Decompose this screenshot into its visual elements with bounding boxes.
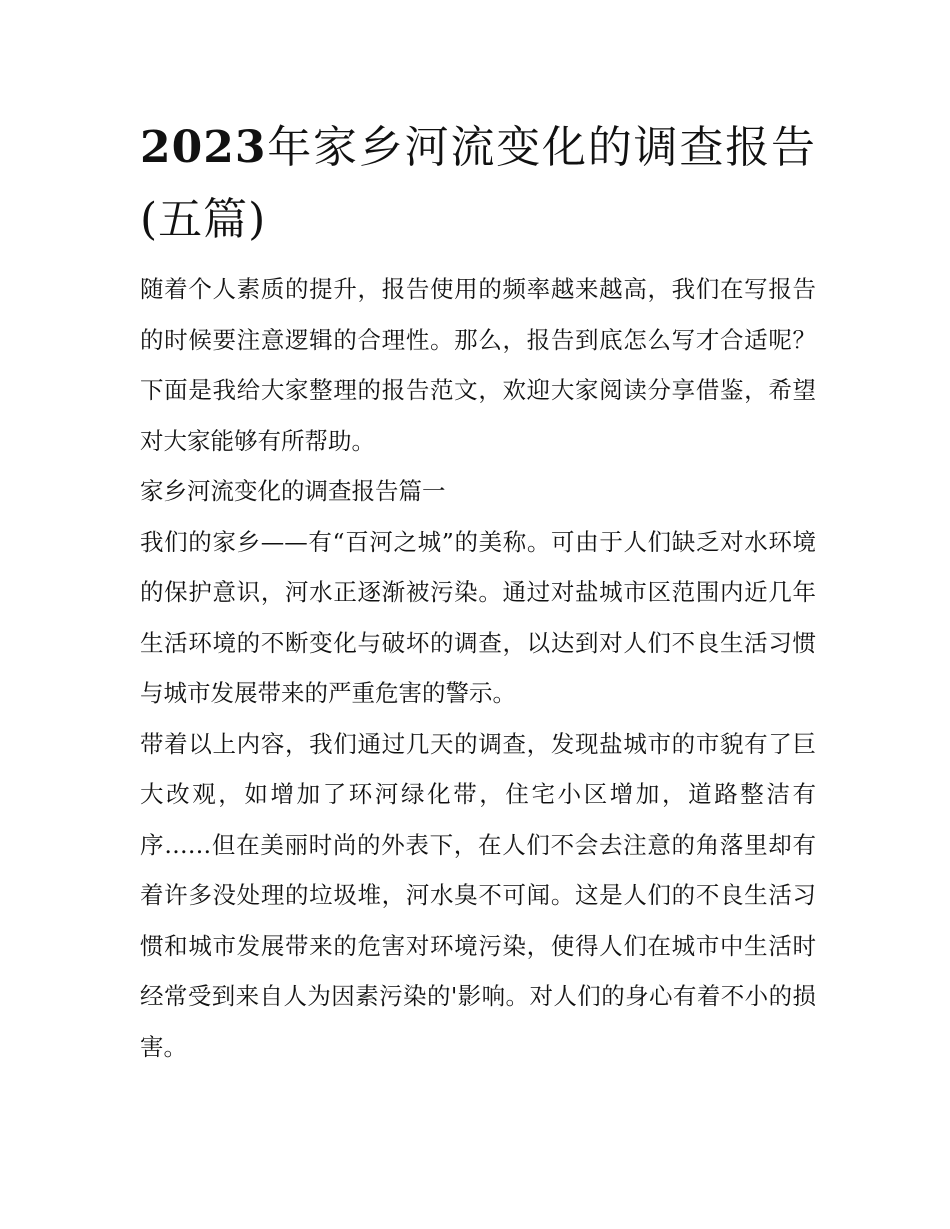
section-heading: 家乡河流变化的调查报告篇一 [140,477,446,505]
intro-paragraph: 随着个人素质的提升，报告使用的频率越来越高，我们在写报告的时候要注意逻辑的合理性。那么，报告到底怎么写才合适呢？下面是我给大家整理的报告范文，欢迎大家阅读分享借鉴，希望对大家能够有所帮助。 [140,275,816,455]
body-paragraph-2: 带着以上内容，我们通过几天的调查，发现盐城市的市貌有了巨大改观，如增加了环河绿化带，住宅小区增加，道路整洁有序……但在美丽时尚的外表下，在人们不会去注意的角落里却有着许多没处理的垃圾堆，河水臭不可闻。这是人们的不良生活习惯和城市发展带来的危害对环境污染，使得人们在城市中生活时经常受到来自人为因素污染的'影响。对人们的身心有着不小的损害。 [140,729,816,1061]
document-title [140,112,816,256]
document-page [140,112,816,1072]
body-paragraph-1: 我们的家乡——有“百河之城”的美称。可由于人们缺乏对水环境的保护意识，河水正逐渐被污染。通过对盐城市区范围内近几年生活环境的不断变化与破坏的调查，以达到对人们不良生活习惯与城市发展带来的严重危害的警示。 [140,527,816,707]
title-text: 年家乡河流变化的调查报告(五篇) [140,122,816,245]
title-year: 2023 [140,122,267,173]
